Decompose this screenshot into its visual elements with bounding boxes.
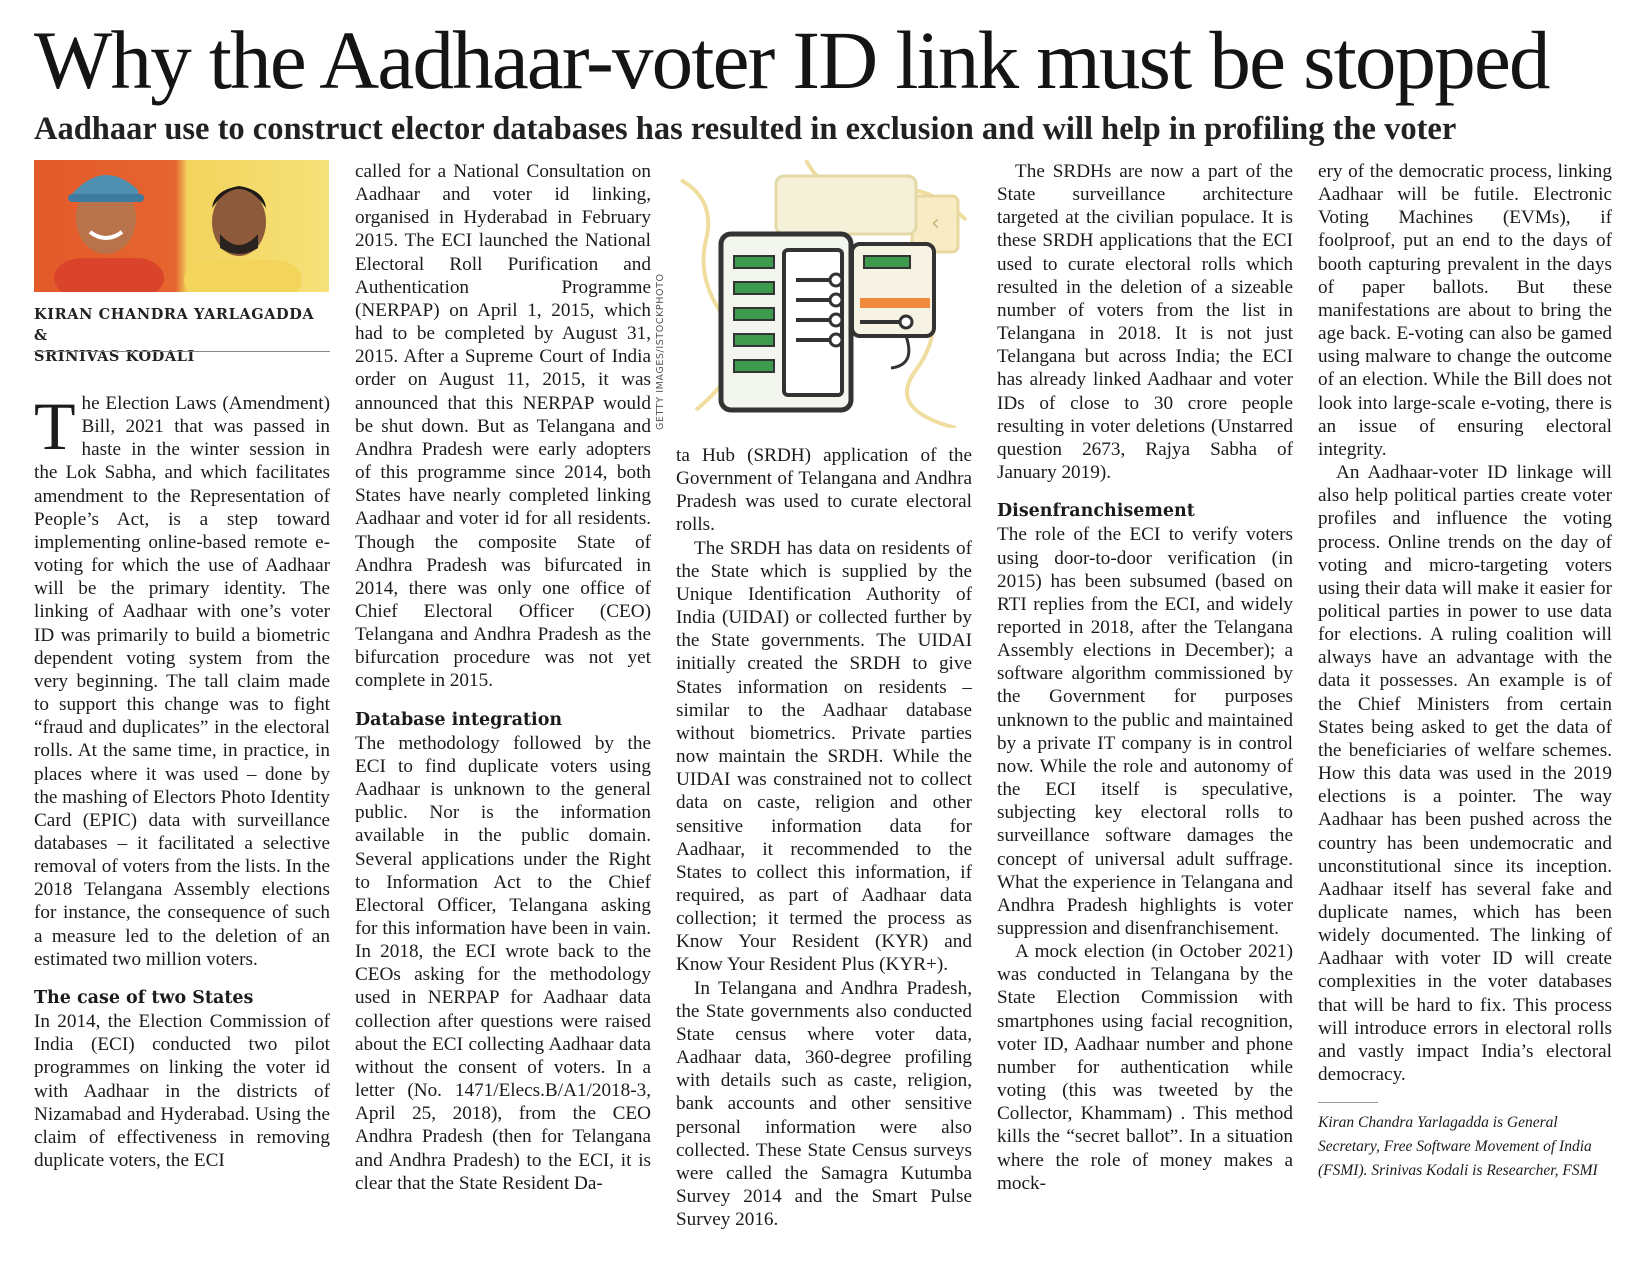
headline: Why the Aadhaar-voter ID link must be stopped [34,14,1549,106]
author-photo-illustration [34,160,329,292]
author-photo [34,160,329,292]
voter-database-illustration [676,160,972,428]
deck: Aadhaar use to construct elector databases has resulted in exclusion and will help in profiling the voter [34,111,1457,147]
database-icon [676,160,972,428]
paragraph: A mock election (in October 2021) was conducted in Telangana by the State Election Commission with smartphones using facial recognition, voter ID, Aadhaar number and phone number for authentication while voting (this was tweeted by the Collector, Khammam) . This method kills the “secret ballot”. In a situation where the role of money makes a mock- [997,941,1293,1194]
bio-rule [1318,1102,1378,1103]
byline-rule [34,351,330,352]
paragraph: In Telangana and Andhra Pradesh, the State governments also conducted State census where voter data, Aadhaar data, 360-degree profiling with details such as caste, religion, bank accounts and other sensitive personal information were also collected. These State Census surveys were called the Samagra Kutumba Survey 2014 and the Smart Pulse Survey 2016. [676,977,972,1231]
byline-line-1: KIRAN CHANDRA YARLAGADDA & [34,306,315,344]
drop-cap: T [34,388,76,464]
paragraph: The methodology followed by the ECI to find duplicate voters using Aadhaar is unknown to the general public. Nor is the information available in the public domain. Several applications under the Right to Information Act to the Chief Electoral Officer, Telangana asking for this information have been in vain. In 2018, the ECI wrote back to the CEOs asking for the methodology used in NERPAP for Aadhaar data collection after questions were raised about the ECI collecting Aadhaar data without the consent of voters. In a letter (No. 1471/Elecs.B/A1/2018-3, April 25, 2018), from the CEO Andhra Pradesh (then for Telangana and Andhra Pradesh) to the ECI, it is clear that the State Resident Da- [355,732,651,1194]
subheading-case-of-two-states: The case of two States [34,987,254,1008]
paragraph: ery of the democratic process, linking Aadhaar will be futile. Electronic Voting Machines (EVMs), if foolproof, put an end to the days of booth capturing prevalent in the days of paper ballots. But these manifestations are about to bring the age back. E-voting can also be gamed using malware to change the outcome of an election. While the Bill does not look into large-scale e-voting, there is an issue of ensuring electoral integrity. [1318,161,1612,460]
column-2 [355,160,651,1195]
column-5 [1318,160,1612,1183]
paragraph [34,388,330,971]
column-3 [676,444,972,1231]
author-bio: Kiran Chandra Yarlagadda is General Secretary, Free Software Movement of India (FSMI). Srinivas Kodali is Researcher, FSMI [1318,1114,1598,1180]
svg-text:‹: ‹ [931,211,940,236]
column-1 [34,388,330,1172]
photo-credit-wrap [655,273,812,441]
column-4 [997,160,1293,1195]
paragraph: The SRDHs are now a part of the State surveillance architecture targeted at the civilian populace. It is these SRDH applications that the ECI used to curate electoral rolls which resulted in the deletion of a sizeable number of voters from the list in Telangana in 2018. It is not just Telangana but across India; the ECI has already linked Aadhaar and voter IDs of close to 30 crore people resulting in voter deletions (Unstarred question 2673, Rajya Sabha of January 2019). [997,161,1293,484]
paragraph: An Aadhaar-voter ID linkage will also help political parties create voter profiles and influence the voting process. Online trends on the day of voting and micro-targeting voters using their data will make it easier for political parties in power to use data for elections. A ruling coalition will always have an advantage with the data it possesses. An example is of the Chief Ministers from certain States being asked to get the data of the beneficiaries of welfare schemes. How this data was used in the 2019 elections is a pointer. The way Aadhaar has been pushed across the country has been undemocratic and unconstitutional since its inception. Aadhaar itself has several fake and duplicate names, which has been widely documented. The linking of Aadhaar with voter ID will create complexities in the voter databases that will be hard to fix. This process will introduce errors in electoral rolls and vastly impact India’s electoral democracy. [1318,462,1612,1086]
paragraph: ta Hub (SRDH) application of the Government of Telangana and Andhra Pradesh was used to curate electoral rolls. [676,445,972,536]
paragraph: The role of the ECI to verify voters using door-to-door verification (in 2015) has been subsumed (based on RTI replies from the ECI, and widely reported in 2018, after the Telangana Assembly elections in December); a software algorithm commissioned by the Government for purposes unknown to the public and maintained by a private IT company is in control now. While the role and autonomy of the ECI itself is speculative, subjecting key electoral rolls to surveillance software damages the concept of universal adult suffrage. What the experience in Telangana and Andhra Pradesh highlights is voter suppression and disenfranchisement. [997,524,1293,939]
paragraph: The SRDH has data on residents of the State which is supplied by the Unique Identification Authority of India (UIDAI) or collected further by the State governments. The UIDAI initially created the SRDH to give States information on residents – similar to the Aadhaar database without biometrics. Private parties now maintain the SRDH. While the UIDAI was constrained not to collect data on caste, religion and other sensitive information data for Aadhaar, it recommended to the States to collect this information, if required, as part of Aadhaar data collection; it termed the process as Know Your Resident (KYR) and Know Your Resident Plus (KYR+). [676,537,972,976]
paragraph: called for a National Consultation on Aadhaar and voter id linking, organised in Hyderabad in February 2015. The ECI launched the National Electoral Roll Purification and Authentication Programme (NERPAP) on April 1, 2015, which had to be completed by August 31, 2015. After a Supreme Court of India order on August 11, 2015, it was announced that this NERPAP would be shut down. But as Telangana and Andhra Pradesh were early adopters of this programme since 2014, both States have nearly completed linking Aadhaar and voter id for all residents. Though the composite State of Andhra Pradesh was bifurcated in 2014, there was only one office of Chief Electoral Officer (CEO) Telangana and Andhra Pradesh as the bifurcation procedure was not yet complete in 2015. [355,161,651,692]
photo-credit: GETTY IMAGES/ISTOCKPHOTO [655,273,666,430]
column-1-paragraph-1-text: he Election Laws (Amendment) Bill, 2021 that was passed in haste in the winter session in the Lok Sabha, and which facilitates amendment to the Representation of People’s Act, is a step toward implementing online-based remote e-voting for which the use of Aadhaar will be the primary identity. The linking of Aadhaar with one’s voter ID was primarily to build a biometric dependent voting system from the very beginning. The tall claim made to support this change was to fight “fraud and duplicates” in the electoral rolls. At the same time, in practice, in places where it was used – done by the mashing of Electors Photo Identity Card (EPIC) data with surveillance databases – it facilitated a selective removal of voters from the lists. In the 2018 Telangana Assembly elections for instance, the consequence of such a measure led to the deletion of an estimated two million voters. [34,393,330,970]
subheading-database-integration: Database integration [355,709,563,730]
byline-line-2: SRINIVAS KODALI [34,348,195,365]
subheading-disenfranchisement: Disenfranchisement [997,501,1195,522]
paragraph: In 2014, the Election Commission of India (ECI) conducted two pilot programmes on linking the voter id with Aadhaar in the districts of Nizamabad and Hyderabad. Using the claim of effectiveness in removing duplicate voters, the ECI [34,1011,330,1171]
byline [34,304,330,367]
